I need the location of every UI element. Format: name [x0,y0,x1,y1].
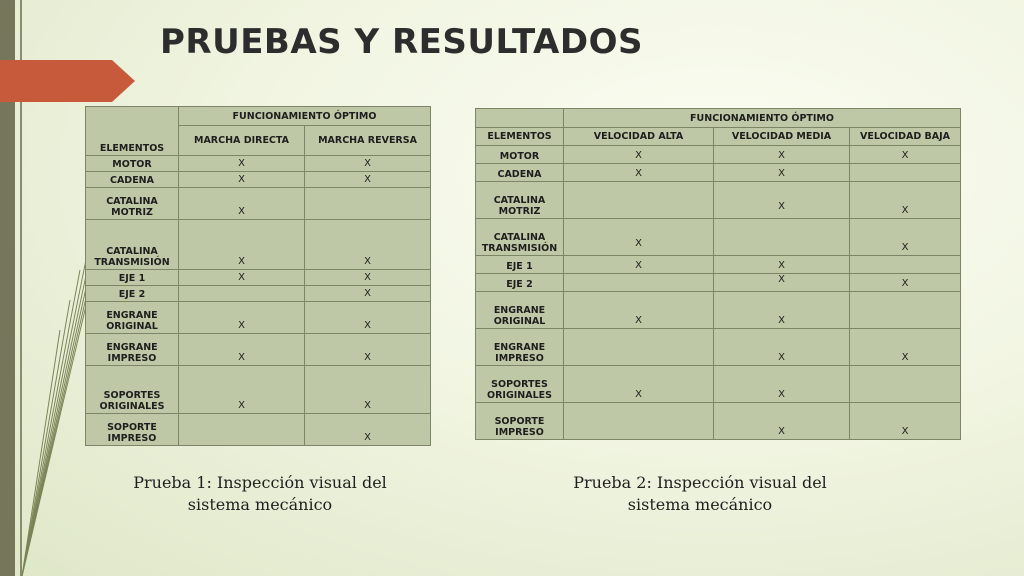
mark-cell: X [305,302,431,334]
caption-prueba-1 [115,472,405,516]
mark-cell [850,366,961,403]
table-row [86,220,431,270]
header-velocidad-alta: VELOCIDAD ALTA [564,128,714,146]
mark-cell [850,164,961,182]
mark-cell [714,182,850,219]
mark-cell [564,403,714,440]
row-label: ENGRANE ORIGINAL [86,302,179,334]
mark-cell: X [179,172,305,188]
mark-cell: X [564,292,714,329]
row-label: ENGRANE IMPRESO [86,334,179,366]
mark-cell: X [714,146,850,164]
mark-cell [179,414,305,446]
mark-cell: X [305,286,431,302]
mark-cell: X [564,164,714,182]
row-label: CATALINA MOTRIZ [86,188,179,220]
row-label: ENGRANE IMPRESO [476,329,564,366]
row-label: CATALINA TRANSMISIÓN [86,220,179,270]
header-funcionamiento: FUNCIONAMIENTO ÓPTIMO [179,107,431,126]
header-elementos: ELEMENTOS [86,107,179,156]
mark-cell: X [179,156,305,172]
mark-cell: X [714,164,850,182]
table-row [86,172,431,188]
mark-cell: X [850,219,961,256]
mark-cell: X [179,188,305,220]
mark-cell: X [714,256,850,274]
mark-text: X [635,238,642,249]
caption-prueba-2 [555,472,845,516]
row-label: CADENA [86,172,179,188]
page-title: PRUEBAS Y RESULTADOS [160,22,643,62]
mark-cell: X [305,366,431,414]
table-prueba-2 [475,108,961,440]
header-blank [476,109,564,128]
caption-line: Prueba 2: Inspección visual del [573,473,827,492]
table-row [476,164,961,182]
header-elementos: ELEMENTOS [476,128,564,146]
row-label: CATALINA TRANSMISIÓN [476,219,564,256]
row-label: EJE 1 [476,256,564,274]
row-label: EJE 2 [476,274,564,292]
mark-cell [179,286,305,302]
table-row [476,219,961,256]
row-label: MOTOR [86,156,179,172]
row-label: EJE 1 [86,270,179,286]
mark-cell: X [850,329,961,366]
table-prueba-1 [85,106,431,446]
table-row [86,156,431,172]
table-row [86,188,431,220]
mark-cell: X [850,182,961,219]
header-velocidad-media: VELOCIDAD MEDIA [714,128,850,146]
table-row [86,366,431,414]
caption-line: Prueba 1: Inspección visual del [133,473,387,492]
mark-cell: X [305,156,431,172]
mark-cell: X [850,146,961,164]
mark-cell [714,219,850,256]
table-row [86,414,431,446]
mark-cell: X [564,146,714,164]
table-row [476,366,961,403]
row-label: SOPORTE IMPRESO [86,414,179,446]
header-marcha-directa: MARCHA DIRECTA [179,126,305,156]
header-marcha-reversa: MARCHA REVERSA [305,126,431,156]
header-funcionamiento: FUNCIONAMIENTO ÓPTIMO [564,109,961,128]
table-row [86,270,431,286]
caption-line: sistema mecánico [187,495,333,514]
mark-cell: X [714,403,850,440]
mark-cell [564,274,714,292]
table-row [476,403,961,440]
mark-cell [564,329,714,366]
mark-cell: X [714,292,850,329]
mark-cell [564,219,714,256]
mark-cell: X [179,302,305,334]
mark-text: X [778,201,785,212]
mark-cell [564,182,714,219]
mark-cell: X [179,270,305,286]
mark-cell [850,292,961,329]
header-velocidad-baja: VELOCIDAD BAJA [850,128,961,146]
mark-cell: X [850,274,961,292]
row-label: EJE 2 [86,286,179,302]
mark-cell: X [564,256,714,274]
row-label: CATALINA MOTRIZ [476,182,564,219]
mark-cell: X [714,366,850,403]
mark-cell: X [305,414,431,446]
table-row [86,302,431,334]
mark-cell: X [305,220,431,270]
table-row [476,292,961,329]
row-label: MOTOR [476,146,564,164]
caption-line: sistema mecánico [627,495,773,514]
table-row [476,146,961,164]
mark-cell: X [179,220,305,270]
mark-cell: X [179,334,305,366]
mark-cell: X [850,403,961,440]
mark-cell: X [305,172,431,188]
table-row [476,182,961,219]
mark-cell [305,188,431,220]
table-row [476,274,961,292]
row-label: SOPORTES ORIGINALES [86,366,179,414]
mark-cell: X [564,366,714,403]
row-label: SOPORTES ORIGINALES [476,366,564,403]
table-row [86,334,431,366]
table-row [86,286,431,302]
mark-cell: X [305,334,431,366]
mark-cell: X [179,366,305,414]
row-label: SOPORTE IMPRESO [476,403,564,440]
title-arrow-accent [0,60,135,102]
mark-text: X [778,274,785,285]
row-label: CADENA [476,164,564,182]
mark-cell: X [714,329,850,366]
table-row [476,256,961,274]
mark-cell: X [305,270,431,286]
mark-cell [714,274,850,292]
row-label: ENGRANE ORIGINAL [476,292,564,329]
table-row [476,329,961,366]
mark-cell [850,256,961,274]
